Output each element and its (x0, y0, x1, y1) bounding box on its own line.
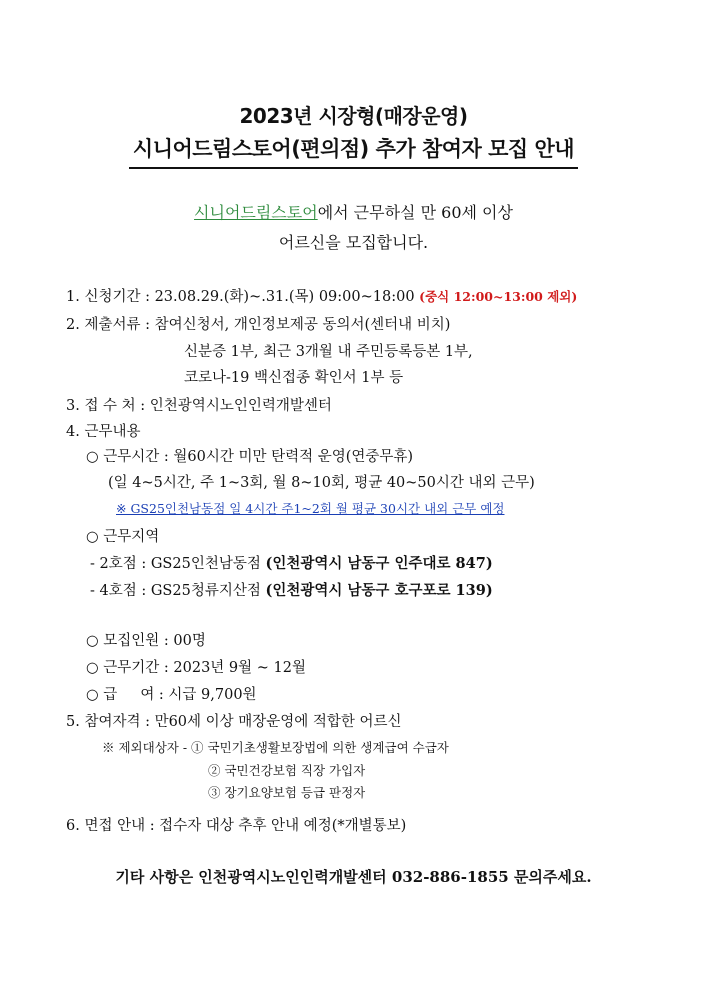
documents-line-1: 참여신청서, 개인정보제공 동의서(센터내 비치) (154, 317, 451, 333)
work-hours-detail: (일 4~5시간, 주 1~3회, 월 8~10회, 평균 40~50시간 내외 근무) (108, 475, 535, 491)
recruit-count: ○ 모집인원 : 00명 (86, 633, 206, 649)
application-period (66, 286, 577, 308)
title-line-2: 시니어드림스토어(편의점) 추가 참여자 모집 안내 (129, 132, 578, 169)
work-hours-note: ※ GS25인천남동점 일 4시간 주1~2회 월 평균 30시간 내외 근무 예정 (116, 501, 505, 516)
documents-line-2: 신분증 1부, 최근 3개월 내 주민등록등본 1부, (184, 344, 473, 360)
period-value: 23.08.29.(화)~.31.(목) 09:00~18:00 (154, 289, 415, 305)
reception-place: 3. 접 수 처 : 인천광역시노인인력개발센터 (66, 398, 332, 414)
work-hours: ○ 근무시간 : 월60시간 미만 탄력적 운영(연중무휴) (86, 449, 414, 465)
work-term: ○ 근무기간 : 2023년 9월 ~ 12월 (86, 660, 306, 676)
store-2 (90, 553, 493, 575)
documents-label: 2. 제출서류 : (66, 317, 155, 333)
documents-line-3: 코로나-19 백신접종 확인서 1부 등 (184, 370, 404, 386)
intro-line-2: 어르신을 모집합니다. (278, 233, 429, 252)
interview-notice: 6. 면접 안내 : 접수자 대상 추후 안내 예정(*개별통보) (66, 818, 407, 834)
store-4 (90, 580, 493, 602)
store-2-address: (인천광역시 남동구 인주대로 847) (265, 555, 493, 572)
store-4-address: (인천광역시 남동구 호구포로 139) (265, 582, 493, 599)
store-2-label: - 2호점 : GS25인천남동점 (90, 556, 266, 572)
exclusion-2: ② 국민건강보험 직장 가입자 (208, 763, 366, 778)
period-note: (중식 12:00~13:00 제외) (419, 289, 578, 304)
period-label: 1. 신청기간 : (66, 289, 155, 305)
exclusion-3: ③ 장기요양보험 등급 판정자 (208, 785, 366, 800)
work-details-heading: 4. 근무내용 (66, 424, 141, 440)
title-block (86, 100, 621, 169)
store-4-label: - 4호점 : GS25청류지산점 (90, 583, 266, 599)
contact-footer: 기타 사항은 인천광역시노인인력개발센터 032-886-1855 문의주세요. (115, 868, 592, 886)
intro-line-1-rest: 에서 근무하실 만 60세 이상 (317, 203, 513, 222)
pay: ○ 급 여 : 시급 9,700원 (86, 687, 257, 703)
store-name: 시니어드림스토어 (194, 203, 318, 222)
exclusion-1: ※ 제외대상자 - ① 국민기초생활보장법에 의한 생계급여 수급자 (102, 740, 449, 755)
qualification: 5. 참여자격 : 만60세 이상 매장운영에 적합한 어르신 (66, 714, 402, 730)
intro-text (60, 198, 647, 258)
intro-line-1 (60, 198, 647, 228)
title-line-1: 2023년 시장형(매장운영) (239, 104, 468, 128)
work-area-heading: ○ 근무지역 (86, 529, 160, 545)
documents (66, 314, 450, 336)
